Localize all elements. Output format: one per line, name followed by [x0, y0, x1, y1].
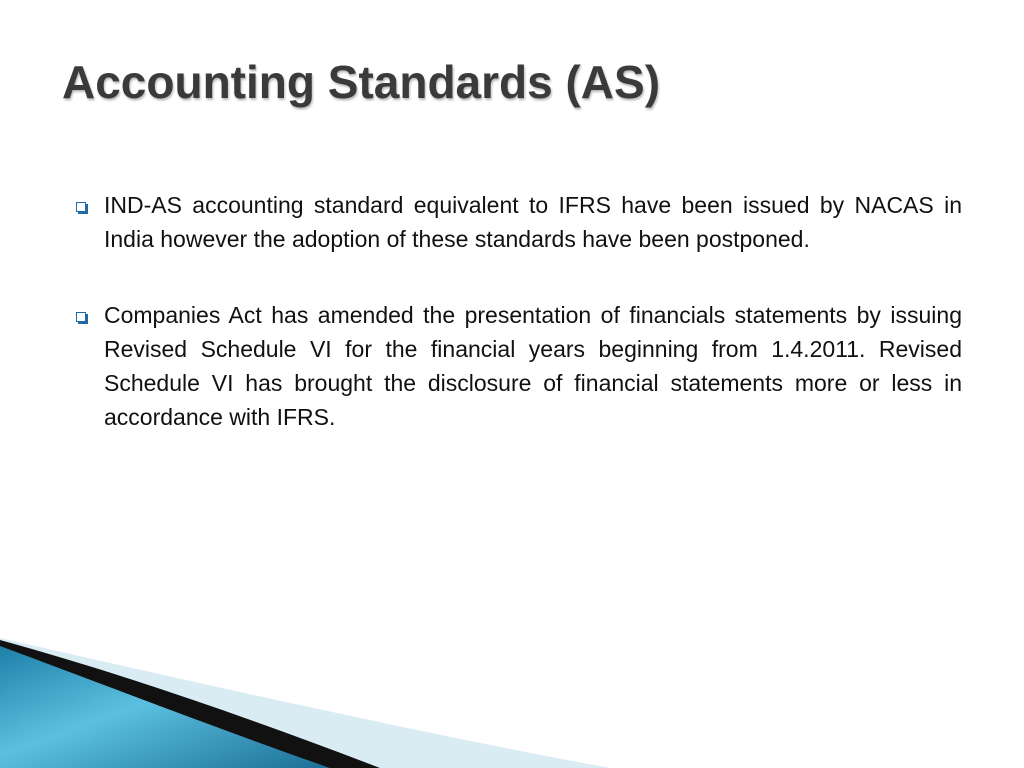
- bullet-item: [72, 298, 962, 434]
- square-bullet-icon: [76, 202, 86, 212]
- slide-title: Accounting Standards (AS): [62, 56, 661, 108]
- bullet-text: IND-AS accounting standard equivalent to IFRS have been issued by NACAS in India however the adoption of these standards have been postponed.: [104, 192, 962, 252]
- bullet-text: Companies Act has amended the presentation of financials statements by issuing Revised Schedule VI for the financial years beginning from 1.4.2011. Revised Schedule VI has brought the disclosure of financial statements more or less in accordance with IFRS.: [104, 302, 962, 430]
- square-bullet-icon: [76, 312, 86, 322]
- bullet-item: [72, 188, 962, 256]
- bullet-list: [72, 188, 962, 476]
- decorative-wave-graphic: [0, 638, 1024, 768]
